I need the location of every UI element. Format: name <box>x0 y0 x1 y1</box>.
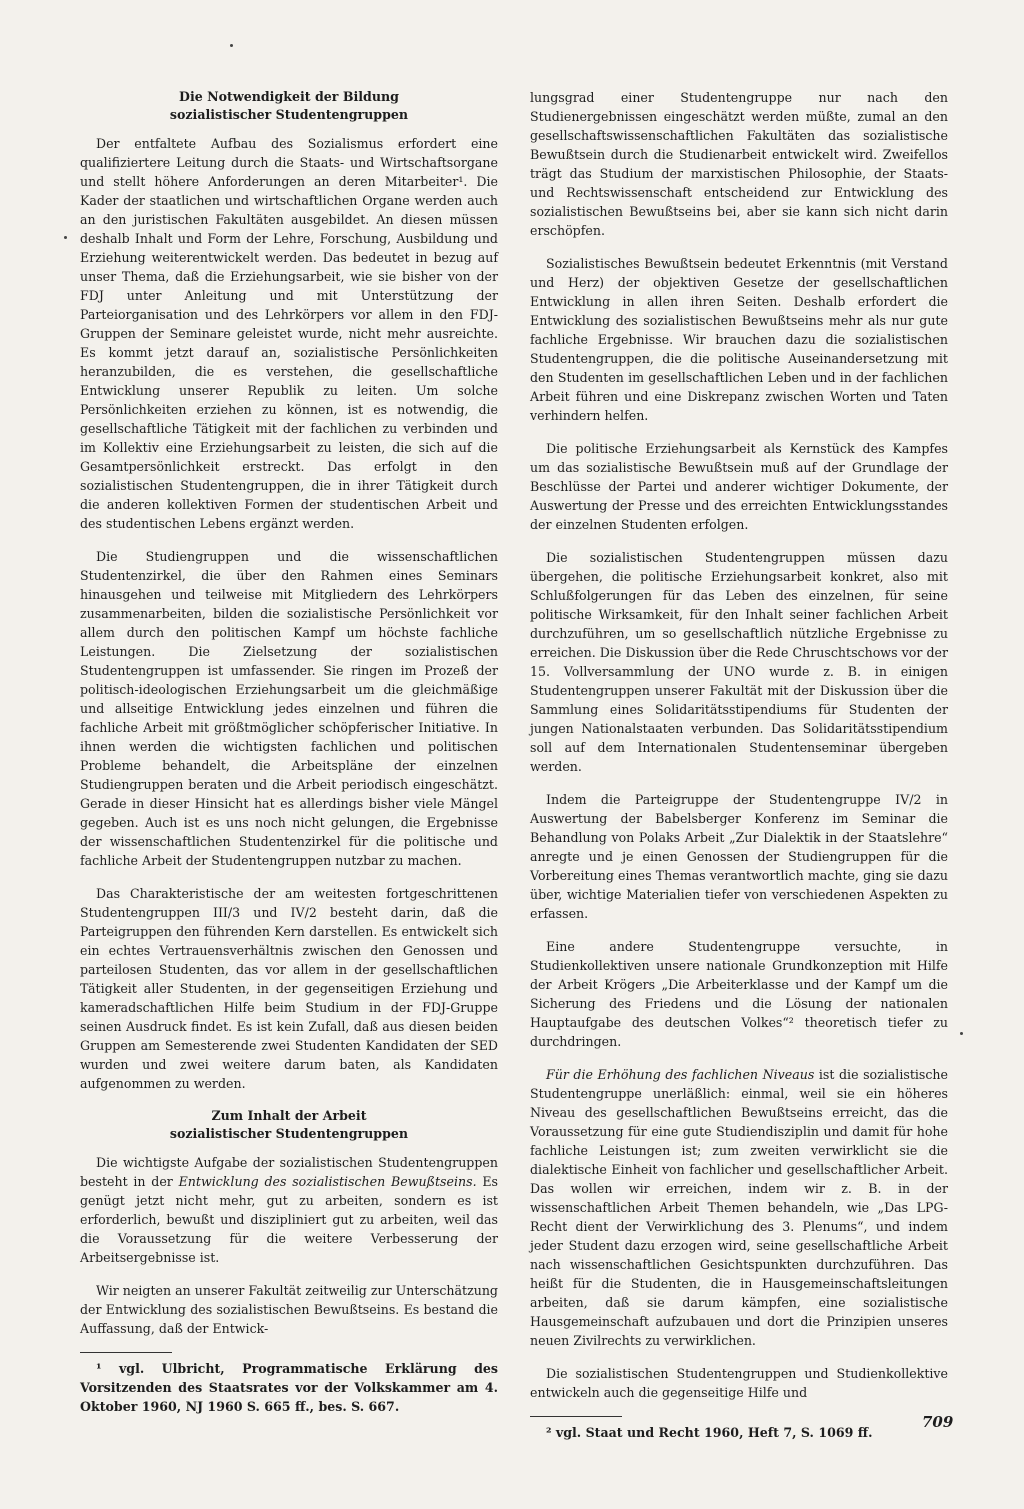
section-heading-necessity <box>80 88 498 124</box>
paragraph: lungsgrad einer Studentengruppe nur nach den Studienergebnissen eingeschätzt werden müßte, zumal an den gesellschaftswissenschaftlichen Fakultäten das sozialistische Bewußtsein durch die Studienarbeit entwickelt wird. Zweifellos trägt das Studium der marxistischen Philosophie, der Staats- und Rechtswissenschaft entscheidend zur Entwicklung des sozialistischen Bewußtseins bei, aber sie kann sich nicht darin erschöpfen. <box>530 90 948 238</box>
paragraph: Der entfaltete Aufbau des Sozialismus erfordert eine qualifiziertere Leitung durch die Staats- und Wirtschaftsorgane und stellt höhere Anforderungen an deren Mitarbeiter¹. Die Kader der staatlichen und wirtschaftlichen Organe werden auch an den juristischen Fakultäten ausgebildet. An diesen müssen deshalb Inhalt und Form der Lehre, Forschung, Ausbildung und Erziehung weiterentwickelt werden. Das bedeutet in bezug auf unser Thema, daß die Erziehungsarbeit, wie sie bisher von der FDJ unter Anleitung und mit Unterstützung der Parteiorganisation und des Lehrkörpers vor allem in den FDJ-Gruppen der Seminare geleistet wurde, nicht mehr ausreichte. Es kommt jetzt darauf an, sozialistische Persönlichkeiten heranzubilden, die es verstehen, die gesellschaftliche Entwicklung unserer Republik zu leiten. Um solche Persönlichkeiten erziehen zu können, ist es notwendig, die gesellschaftliche Tätigkeit mit der fachlichen zu verbinden und im Kollektiv eine Erziehungsarbeit zu leisten, die sich auf die Gesamtpersönlichkeit erstreckt. Das erfolgt in den sozialistischen Studentengruppen, die in ihrer Tätigkeit durch die anderen kollektiven Formen der studentischen Arbeit und des studentischen Lebens ergänzt werden. <box>80 136 498 531</box>
paragraph: Die politische Erziehungsarbeit als Kernstück des Kampfes um das sozialistische Bewußtsein muß auf der Grundlage der Beschlüsse der Partei und anderer wichtiger Dokumente, der Auswertung der Presse und des erreichten Entwicklungsstandes der einzelnen Studenten erfolgen. <box>530 441 948 532</box>
footnote-rule <box>530 1416 622 1417</box>
right-column <box>530 88 948 1451</box>
heading-line: Die Notwendigkeit der Bildung <box>179 89 399 104</box>
heading-line: Zum Inhalt der Arbeit <box>211 1108 367 1123</box>
print-speck <box>960 1032 963 1035</box>
paragraph: Eine andere Studentengruppe versuchte, in Studienkollektiven unsere nationale Grundkonzeption mit Hilfe der Arbeit Krögers „Die Arbeiterklasse und der Kampf um die Sicherung des Friedens und die Lösung der nationalen Hauptaufgabe des deutschen Volkes“² theoretisch tiefer zu durchdringen. <box>530 939 948 1049</box>
text-run: Die wichtigste Aufgabe der sozialistischen Studentengruppen besteht in der <box>80 1155 498 1189</box>
text-run: Es genügt jetzt nicht mehr, gut zu arbeiten, sondern es ist erforderlich, bewußt und diszipliniert gut zu arbeiten, weil das die Voraussetzung für die weitere Verbesserung der Arbeitsergebnisse ist. <box>80 1174 498 1265</box>
paragraph <box>530 1065 948 1350</box>
paragraph <box>80 1153 498 1267</box>
paragraph: Wir neigten an unserer Fakultät zeitweilig zur Unterschätzung der Entwicklung des sozialistischen Bewußtseins. Es bestand die Auffassung, daß der Entwick- <box>80 1283 498 1336</box>
italic-text: Entwicklung des sozialistischen Bewußtseins. <box>178 1174 477 1189</box>
footnote-rule <box>80 1352 172 1353</box>
italic-text: Für die Erhöhung des fachlichen Niveaus <box>546 1067 815 1082</box>
footnote-1: ¹ vgl. Ulbricht, Programmatische Erklärung des Vorsitzenden des Staatsrates vor der Volkskammer am 4. Oktober 1960, NJ 1960 S. 665 ff., bes. S. 667. <box>80 1361 498 1414</box>
left-column <box>80 88 498 1425</box>
heading-line: sozialistischer Studentengruppen <box>169 1126 409 1141</box>
paragraph: Indem die Parteigruppe der Studentengruppe IV/2 in Auswertung der Babelsberger Konferenz im Seminar die Behandlung von Polaks Arbeit „Zur Dialektik in der Staatslehre“ anregte und je einen Genossen der Studiengruppen für die Vorbereitung eines Themas verantwortlich machte, ging sie dazu über, wichtige Materialien tiefer von verschiedenen Aspekten zu erfassen. <box>530 792 948 921</box>
print-speck <box>64 236 67 239</box>
paragraph: Die sozialistischen Studentengruppen und Studienkollektive entwickeln auch die gegenseitige Hilfe und <box>530 1366 948 1400</box>
footnote-2: ² vgl. Staat und Recht 1960, Heft 7, S. 1069 ff. <box>546 1425 873 1440</box>
paragraph: Sozialistisches Bewußtsein bedeutet Erkenntnis (mit Verstand und Herz) der objektiven Gesetze der gesellschaftlichen Entwicklung in allen ihren Seiten. Deshalb erfordert die Entwicklung des sozialistischen Bewußtseins mehr als nur gute fachliche Ergebnisse. Wir brauchen dazu die sozialistischen Studentengruppen, die die politische Auseinandersetzung mit den Studenten im gesellschaftlichen Leben und in der fachlichen Arbeit führen und eine Diskrepanz zwischen Worten und Taten verhindern helfen. <box>530 256 948 423</box>
print-speck <box>230 44 233 47</box>
heading-line: sozialistischer Studentengruppen <box>169 107 409 122</box>
section-heading-content <box>80 1107 498 1143</box>
text-run: ist die sozialistische Studentengruppe unerläßlich: einmal, weil sie ein höheres Niveau des gesellschaftlichen Bewußtseins erreicht, das die Voraussetzung für eine gute Studiendisziplin und damit für hohe fachliche Leistungen ist; zum zweiten verwirklicht sie die dialektische Einheit von fachlicher und gesellschaftlicher Arbeit. Das wollen wir erreichen, indem wir z. B. in der wissenschaftlichen Arbeit Themen behandeln, wie „Das LPG-Recht dient der Verwirklichung des 3. Plenums“, und indem jeder Student dazu erzogen wird, seine gesellschaftliche Arbeit nach wissenschaftlichen Gesichtspunkten durchzuführen. Das heißt für die Studenten, die in Hausgemeinschaftsleitungen arbeiten, daß sie darum kämpfen, eine sozialistische Hausgemeinschaft aufzubauen und dort die Prinzipien unseres neuen Zivilrechts zu verwirklichen. <box>530 1067 948 1348</box>
page-number: 709 <box>922 1413 954 1431</box>
paragraph: Das Charakteristische der am weitesten fortgeschrittenen Studentengruppen III/3 und IV/2 besteht darin, daß die Parteigruppen den führenden Kern darstellen. Es entwickelt sich ein echtes Vertrauensverhältnis zwischen den Genossen und parteilosen Studenten, das vor allem in der gesellschaftlichen Tätigkeit aller Studenten, in der gegenseitigen Erziehung und kameradschaftlichen Hilfe beim Studium in der FDJ-Gruppe seinen Ausdruck findet. Es ist kein Zufall, daß aus diesen beiden Gruppen am Semesterende zwei Studenten Kandidaten der SED wurden und zwei weitere darum baten, als Kandidaten aufgenommen zu werden. <box>80 886 498 1091</box>
paragraph: Die Studiengruppen und die wissenschaftlichen Studentenzirkel, die über den Rahmen eines Seminars hinausgehen und teilweise mit Mitgliedern des Lehrkörpers zusammenarbeiten, bilden die sozialistische Persönlichkeit vor allem durch den politischen Kampf um höchste fachliche Leistungen. Die Zielsetzung der sozialistischen Studentengruppen ist umfassender. Sie ringen im Prozeß der politisch-ideologischen Erziehungsarbeit um die gleichmäßige und allseitige Entwicklung jedes einzelnen und führen die fachliche Arbeit mit größtmöglicher schöpferischer Initiative. In ihnen werden die wichtigsten fachlichen und politischen Probleme behandelt, die Arbeitspläne der einzelnen Studiengruppen beraten und die Arbeit periodisch eingeschätzt. Gerade in dieser Hinsicht hat es allerdings bisher viele Mängel gegeben. Auch ist es uns noch nicht gelungen, die Ergebnisse der wissenschaftlichen Studentenzirkel für die politische und fachliche Arbeit der Studentengruppen nutzbar zu machen. <box>80 549 498 868</box>
paragraph: Die sozialistischen Studentengruppen müssen dazu übergehen, die politische Erziehungsarbeit konkret, also mit Schlußfolgerungen für das Leben des einzelnen, für seine politische Wirksamkeit, für den Inhalt seiner fachlichen Arbeit durchzuführen, um so gesellschaftlich nützliche Ergebnisse zu erreichen. Die Diskussion über die Rede Chruschtschows vor der 15. Vollversammlung der UNO wurde z. B. in einigen Studentengruppen unserer Fakultät mit der Diskussion über die Sammlung eines Solidaritätsstipendiums für Studenten der jungen Nationalstaaten verbunden. Das Solidaritätsstipendium soll auf dem Internationalen Studentenseminar übergeben werden. <box>530 550 948 774</box>
